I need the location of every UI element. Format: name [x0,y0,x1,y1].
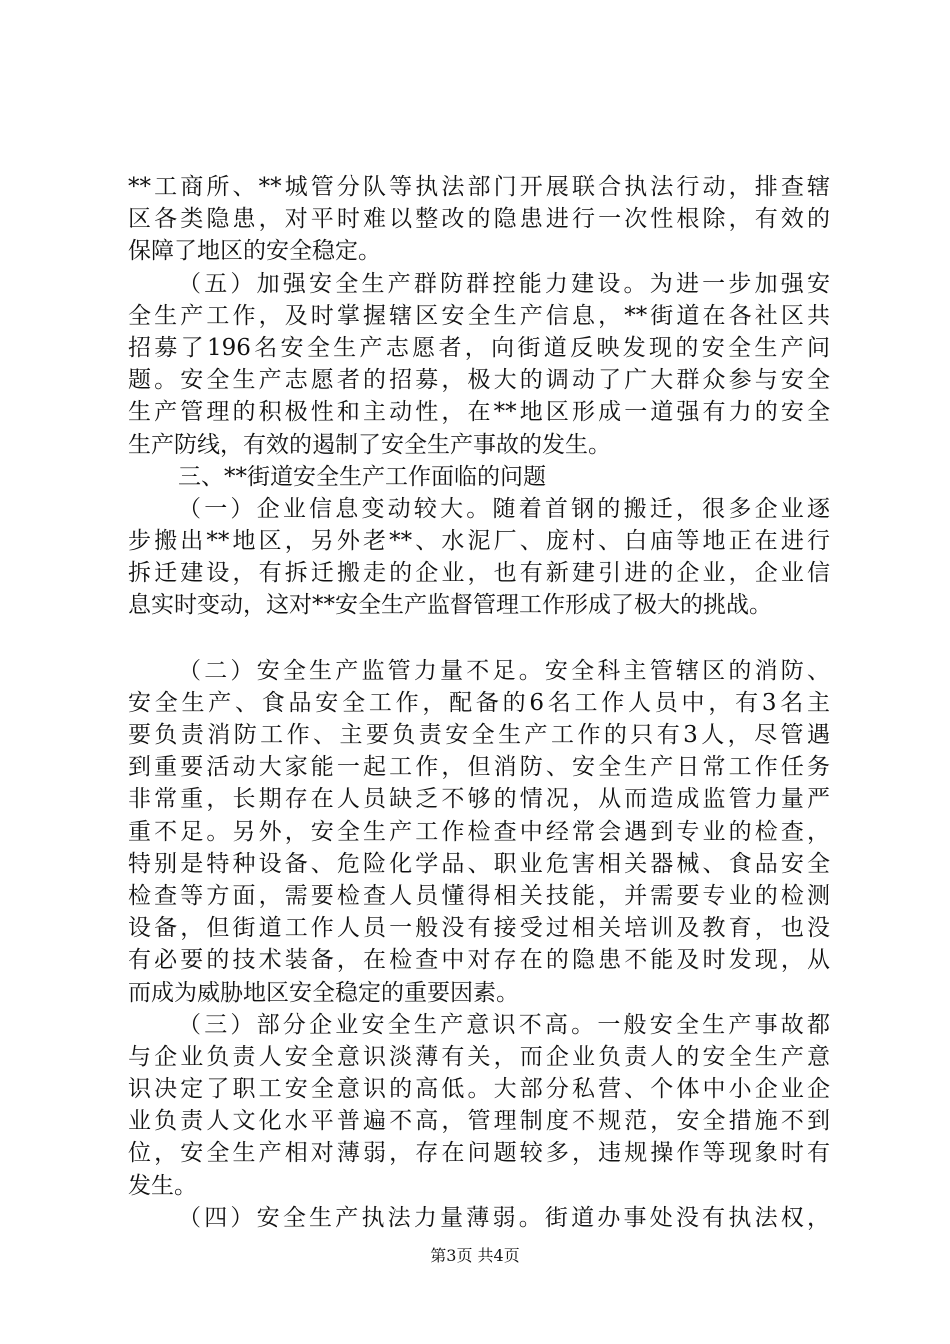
paragraph-section-5 [128,268,830,461]
text-line: 有必要的技术装备，在检查中对存在的隐患不能及时发现，从 [128,947,830,974]
text-line: 息实时变动，这对**安全生产监督管理工作形成了极大的挑战。 [128,592,772,619]
paragraph-item-2 [128,655,830,1009]
paragraph-item-4 [128,1202,830,1234]
text-line: 步搬出**地区，另外老**、水泥厂、庞村、白庙等地正在进行 [128,528,830,555]
text-line: **工商所、**城管分队等执法部门开展联合执法行动，排查辖 [128,174,830,200]
text-line: 招募了196名安全生产志愿者，向街道反映发现的安全生产问 [128,334,830,361]
text-line: 与企业负责人安全意识淡薄有关，而企业负责人的安全生产意 [128,1043,830,1070]
text-line: 生产管理的积极性和主动性，在**地区形成一道强有力的安全 [128,399,830,426]
text-line: （一）企业信息变动较大。随着首钢的搬迁，很多企业逐 [178,495,830,522]
text-line: 要负责消防工作、主要负责安全生产工作的只有3人，尽管遇 [128,722,830,748]
text-line: （二）安全生产监管力量不足。安全科主管辖区的消防、 [178,657,830,684]
text-line: （四）安全生产执法力量薄弱。街道办事处没有执法权， [178,1204,830,1231]
page-footer: 第3页 共4页 [430,1246,520,1265]
section-heading-3 [128,461,830,493]
text-line: 重不足。另外，安全生产工作检查中经常会遇到专业的检查， [128,818,830,845]
text-line: 保障了地区的安全稳定。 [128,238,381,265]
paragraph-continuation [128,171,830,268]
text-line: 非常重，长期存在人员缺乏不够的情况，从而造成监管力量严 [128,786,830,813]
text-line: 位，安全生产相对薄弱，存在问题较多，违规操作等现象时有 [128,1140,830,1167]
paragraph-item-1 [128,493,830,622]
text-line: 题。安全生产志愿者的招募，极大的调动了广大群众参与安全 [128,367,830,394]
text-line: 全生产工作，及时掌握辖区安全生产信息，**街道在各社区共 [128,302,830,329]
text-line: 发生。 [128,1172,197,1199]
text-line: 业负责人文化水平普遍不高，管理制度不规范，安全措施不到 [128,1108,830,1135]
text-line: 设备，但街道工作人员一般没有接受过相关培训及教育，也没 [128,915,830,942]
text-line: 而成为威胁地区安全稳定的重要因素。 [128,979,519,1006]
text-line: 特别是特种设备、危险化学品、职业危害相关器械、食品安全 [128,850,830,877]
text-line: 安全生产、食品安全工作，配备的6名工作人员中，有3名主 [128,689,830,716]
heading-line: 三、**街道安全生产工作面临的问题 [178,463,546,490]
text-line: 检查等方面，需要检查人员懂得相关技能，并需要专业的检测 [128,882,830,909]
text-line: （五）加强安全生产群防群控能力建设。为进一步加强安 [178,270,830,297]
paragraph-gap [128,622,830,655]
text-line: 识决定了职工安全意识的高低。大部分私营、个体中小企业企 [128,1076,830,1103]
paragraph-item-3 [128,1009,830,1202]
document-body [128,171,830,1234]
text-line: 拆迁建设，有拆迁搬走的企业，也有新建引进的企业，企业信 [128,560,830,587]
text-line: 生产防线，有效的遏制了安全生产事故的发生。 [128,431,611,458]
text-line: 区各类隐患，对平时难以整改的隐患进行一次性根除，有效的 [128,206,830,233]
text-line: 到重要活动大家能一起工作，但消防、安全生产日常工作任务 [128,754,830,781]
text-line: （三）部分企业安全生产意识不高。一般安全生产事故都 [178,1011,830,1038]
